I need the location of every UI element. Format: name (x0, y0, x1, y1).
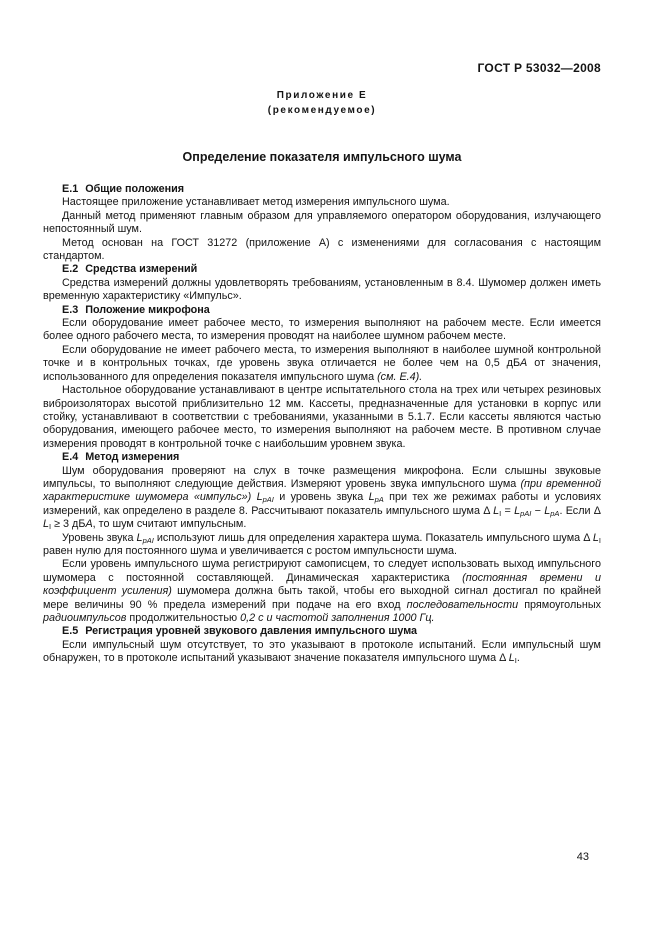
paragraph: Шум оборудования проверяют на слух в точке размещения микрофона. Если слышны звуковые импульсы, то выполняют следующие действия. Измеряют уровень звука импульсного шума (при временной характеристике шумомера «импульс») $L_{pAI}$ и уровень звука $L_{pA}$ при тех же режимах работы и условиях измерений, как определено в разделе 8. Рассчитывают показатель импульсного шума Δ $L_I = L_{pAI} - L_{pA}$. Если Δ $L_I \ge 3$ дБА, то шум считают импульсным. (43, 464, 602, 532)
paragraph: Данный метод применяют главным образом для управляемого оператором оборудования, излучающего непостоянный шум. (43, 209, 601, 236)
appendix-label: Приложение Е (276, 90, 368, 101)
section-number: Е.2 (62, 263, 79, 276)
document-body (43, 183, 601, 666)
section-heading: Е.3 Положение микрофона (62, 303, 210, 316)
section-heading: Е.1 Общие положения (62, 183, 185, 195)
paragraph: Если уровень импульсного шума регистрируют самописцем, то следует использовать выход импульсного шумомера с постоянной составляющей. Динамическая характеристика (постоянная времени и коэффициент усиления) шумомера должна быть такой, чтобы его выходной сигнал достигал по крайней мере величины 90 % предела измерений при подаче на его вход последовательности прямоугольных радиоимпульсов продолжительностью 0,2 с и частотой заполнения 1000 Гц. (43, 558, 602, 624)
standard-number-header: ГОСТ Р 53032—2008 (477, 61, 601, 75)
paragraph: Средства измерений должны удовлетворять требованиям, установленным в 8.4. Шумомер должен иметь временную характеристику «Импульс». (43, 276, 601, 303)
section-number: Е.1 (62, 183, 79, 195)
page-title: Определение показателя импульсного шума (182, 150, 462, 164)
section-number: Е.5 (62, 625, 79, 638)
appendix-block (43, 88, 601, 118)
page-number: 43 (576, 851, 589, 863)
paragraph: Если оборудование имеет рабочее место, то измерения выполняют на рабочем месте. Если имеется более одного рабочего места, то измерения проводят на наиболее шумном рабочем месте. (43, 317, 601, 343)
paragraph: Настольное оборудование устанавливают в центре испытательного стола на трех или четырех резиновых виброизоляторах высотой приблизительно 12 мм. Кассеты, предназначенные для установки в корпус или стойку, устанавливают в соответствии с требованиями, указанными в 5.1.7. Если кассеты являются частью оборудования, имеющего рабочее место, то измерения выполняют на рабочем месте. В противном случае измерения проводят в контрольной точке с наибольшим уровнем звука. (43, 384, 601, 450)
section-number: Е.4 (62, 451, 79, 464)
paragraph: Если оборудование не имеет рабочего места, то измерения выполняют в наиболее шумной контрольной точке и в контрольных точках, где уровень звука отличается не более чем на 0,5 дБА от значения, использованного для определения показателя импульсного шума (см. Е.4). (43, 343, 601, 383)
section-heading: Е.2 Средства измерений (62, 263, 198, 276)
paragraph: Метод основан на ГОСТ 31272 (приложение А) с изменениями для согласования с настоящим стандартом. (43, 236, 601, 263)
section-number: Е.3 (62, 303, 79, 316)
section-heading: Е.5 Регистрация уровней звукового давления импульсного шума (62, 625, 418, 638)
paragraph: Уровень звука $L_{pAI}$ используют лишь для определения характера шума. Показатель импульсного шума Δ $L_I$ равен нулю для постоянного шума и увеличивается с ростом импульсности шума. (43, 531, 601, 557)
appendix-type: (рекомендуемое) (267, 105, 377, 116)
paragraph: Настоящее приложение устанавливает метод измерения импульсного шума. (62, 196, 450, 209)
paragraph: Если импульсный шум отсутствует, то это указывают в протоколе испытаний. Если импульсный шум обнаружен, то в протоколе испытаний указывают значение показателя импульсного шума Δ $L_I$. (43, 638, 601, 666)
section-heading: Е.4 Метод измерения (62, 451, 180, 464)
